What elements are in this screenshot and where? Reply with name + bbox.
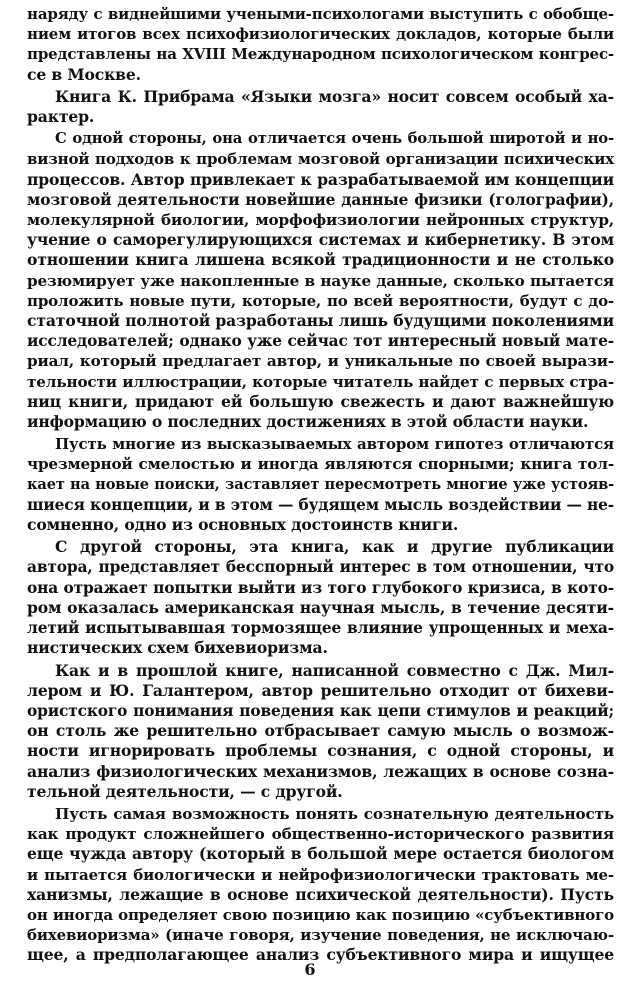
text-line: автора, представляет бесспорный интерес в том отношении, что (27, 558, 614, 577)
text-line: учение о саморегулирующихся системах и кибернетику. В этом (27, 230, 614, 250)
text-line: резюмирует уже накопленные в науке данные, сколько пытается (27, 271, 614, 290)
text-line: Книга К. Прибрама «Языки мозга» носит совсем особый ха- (55, 86, 614, 106)
text-line: молекулярной биологии, морфофизиологии нейронных структур, (27, 211, 614, 230)
text-line: лером и Ю. Галантером, автор решительно отходит от бихеви- (27, 680, 614, 700)
text-line: ром оказалась американская научная мысль, в течение десяти- (27, 597, 614, 617)
text-line: процессов. Автор привлекает к разрабатываемой им концепции (27, 169, 614, 189)
text-line: анализ физиологических механизмов, лежащих в основе созна- (27, 761, 614, 781)
text-line: се в Москве. (27, 64, 141, 84)
text-line: сомненно, одно из основных достоинств книги. (27, 515, 459, 535)
text-line: риал, который предлагает автор, и уникальные по своей вырази- (27, 352, 614, 371)
paragraph (27, 537, 614, 658)
text-line: бихевиоризма» (иначе говоря, изучение поведения, не исключаю- (27, 926, 614, 945)
text-line: нистических схем бихевиоризма. (27, 638, 328, 658)
text-line: исследователей; однако уже сейчас тот интересный новый мате- (27, 332, 614, 351)
paragraph (27, 129, 614, 432)
paragraph (27, 434, 614, 535)
text-line: мозговой деятельности новейшие данные физики (голографии), (27, 190, 614, 209)
text-line: отношении книга лишена всякой традиционности и не столько (27, 250, 614, 270)
text-line: наряду с виднейшими учеными-психологами выступить с обобще- (27, 5, 614, 23)
text-line: ористского понимания поведения как цепи стимулов и реакций; (27, 701, 614, 720)
text-line: щее, а предполагающее анализ субъективного мира и ищущее (27, 945, 614, 965)
text-line: С одной стороны, она отличается очень большой широтой и но- (55, 130, 614, 148)
text-line: С другой стороны, эта книга, как и другие публикации (55, 537, 614, 557)
text-line: проложить новые пути, которые, по всей вероятности, будут с до- (27, 291, 614, 310)
text-line: визной подходов к проблемам мозговой организации психических (27, 150, 614, 169)
text-line: чрезмерной смелостью и иногда являются спорными; книга тол- (27, 455, 614, 474)
text-line: нием итогов всех психофизиологических докладов, которые были (27, 25, 614, 44)
text-line: летий испытывавшая тормозящее влияние упрощенных и меха- (27, 619, 614, 638)
body-text (27, 4, 614, 968)
text-line: тельности иллюстрации, которые читатель найдет с первых стра- (27, 372, 614, 391)
text-line: представлены на XVIII Международном психологическом конгрес- (27, 45, 614, 64)
page-number: 6 (304, 960, 316, 979)
text-line: и пытается биологически и нейрофизиологически трактовать ме- (27, 865, 614, 884)
paragraph (27, 804, 614, 966)
paragraph (27, 4, 614, 85)
text-line: ханизмы, лежащие в основе психической деятельности). Пусть (27, 884, 614, 904)
text-line: Пусть многие из высказываемых автором гипотез отличаются (55, 435, 614, 454)
text-line: Пусть самая возможность понять сознательную деятельность (55, 804, 614, 823)
text-line: кает на новые поиски, заставляет пересмотреть многие уже устояв- (27, 475, 614, 493)
text-line: еще чужда автору (который в большой мере остается биологом (27, 844, 614, 864)
text-line: шиеся концепции, и в этом — будящем мысль воздействии — не- (27, 495, 614, 514)
text-line: ности игнорировать проблемы сознания, с одной стороны, и (27, 741, 614, 761)
text-line: информацию о последних достижениях в этой области науки. (27, 412, 589, 432)
paragraph (27, 661, 614, 802)
text-line: ниц книги, придают ей большую свежесть и дают важнейшую (27, 391, 614, 411)
text-line: он столь же решительно отбрасывает самую мысль о возмож- (27, 721, 614, 741)
text-line: как продукт сложнейшего общественно-исторического развития (27, 825, 614, 844)
text-line: статочной полнотой разработаны лишь будущими поколениями (27, 311, 614, 331)
text-line: он иногда определяет свою позицию как позицию «субъективного (27, 905, 614, 924)
text-line: Как и в прошлой книге, написанной совместно с Дж. Мил- (55, 660, 614, 680)
text-line: она отражает попытки выйти из того глубокого кризиса, в кото- (27, 578, 614, 597)
text-line: тельной деятельности, — с другой. (27, 781, 343, 801)
paragraph (27, 87, 614, 127)
text-line: рактер. (27, 107, 95, 127)
